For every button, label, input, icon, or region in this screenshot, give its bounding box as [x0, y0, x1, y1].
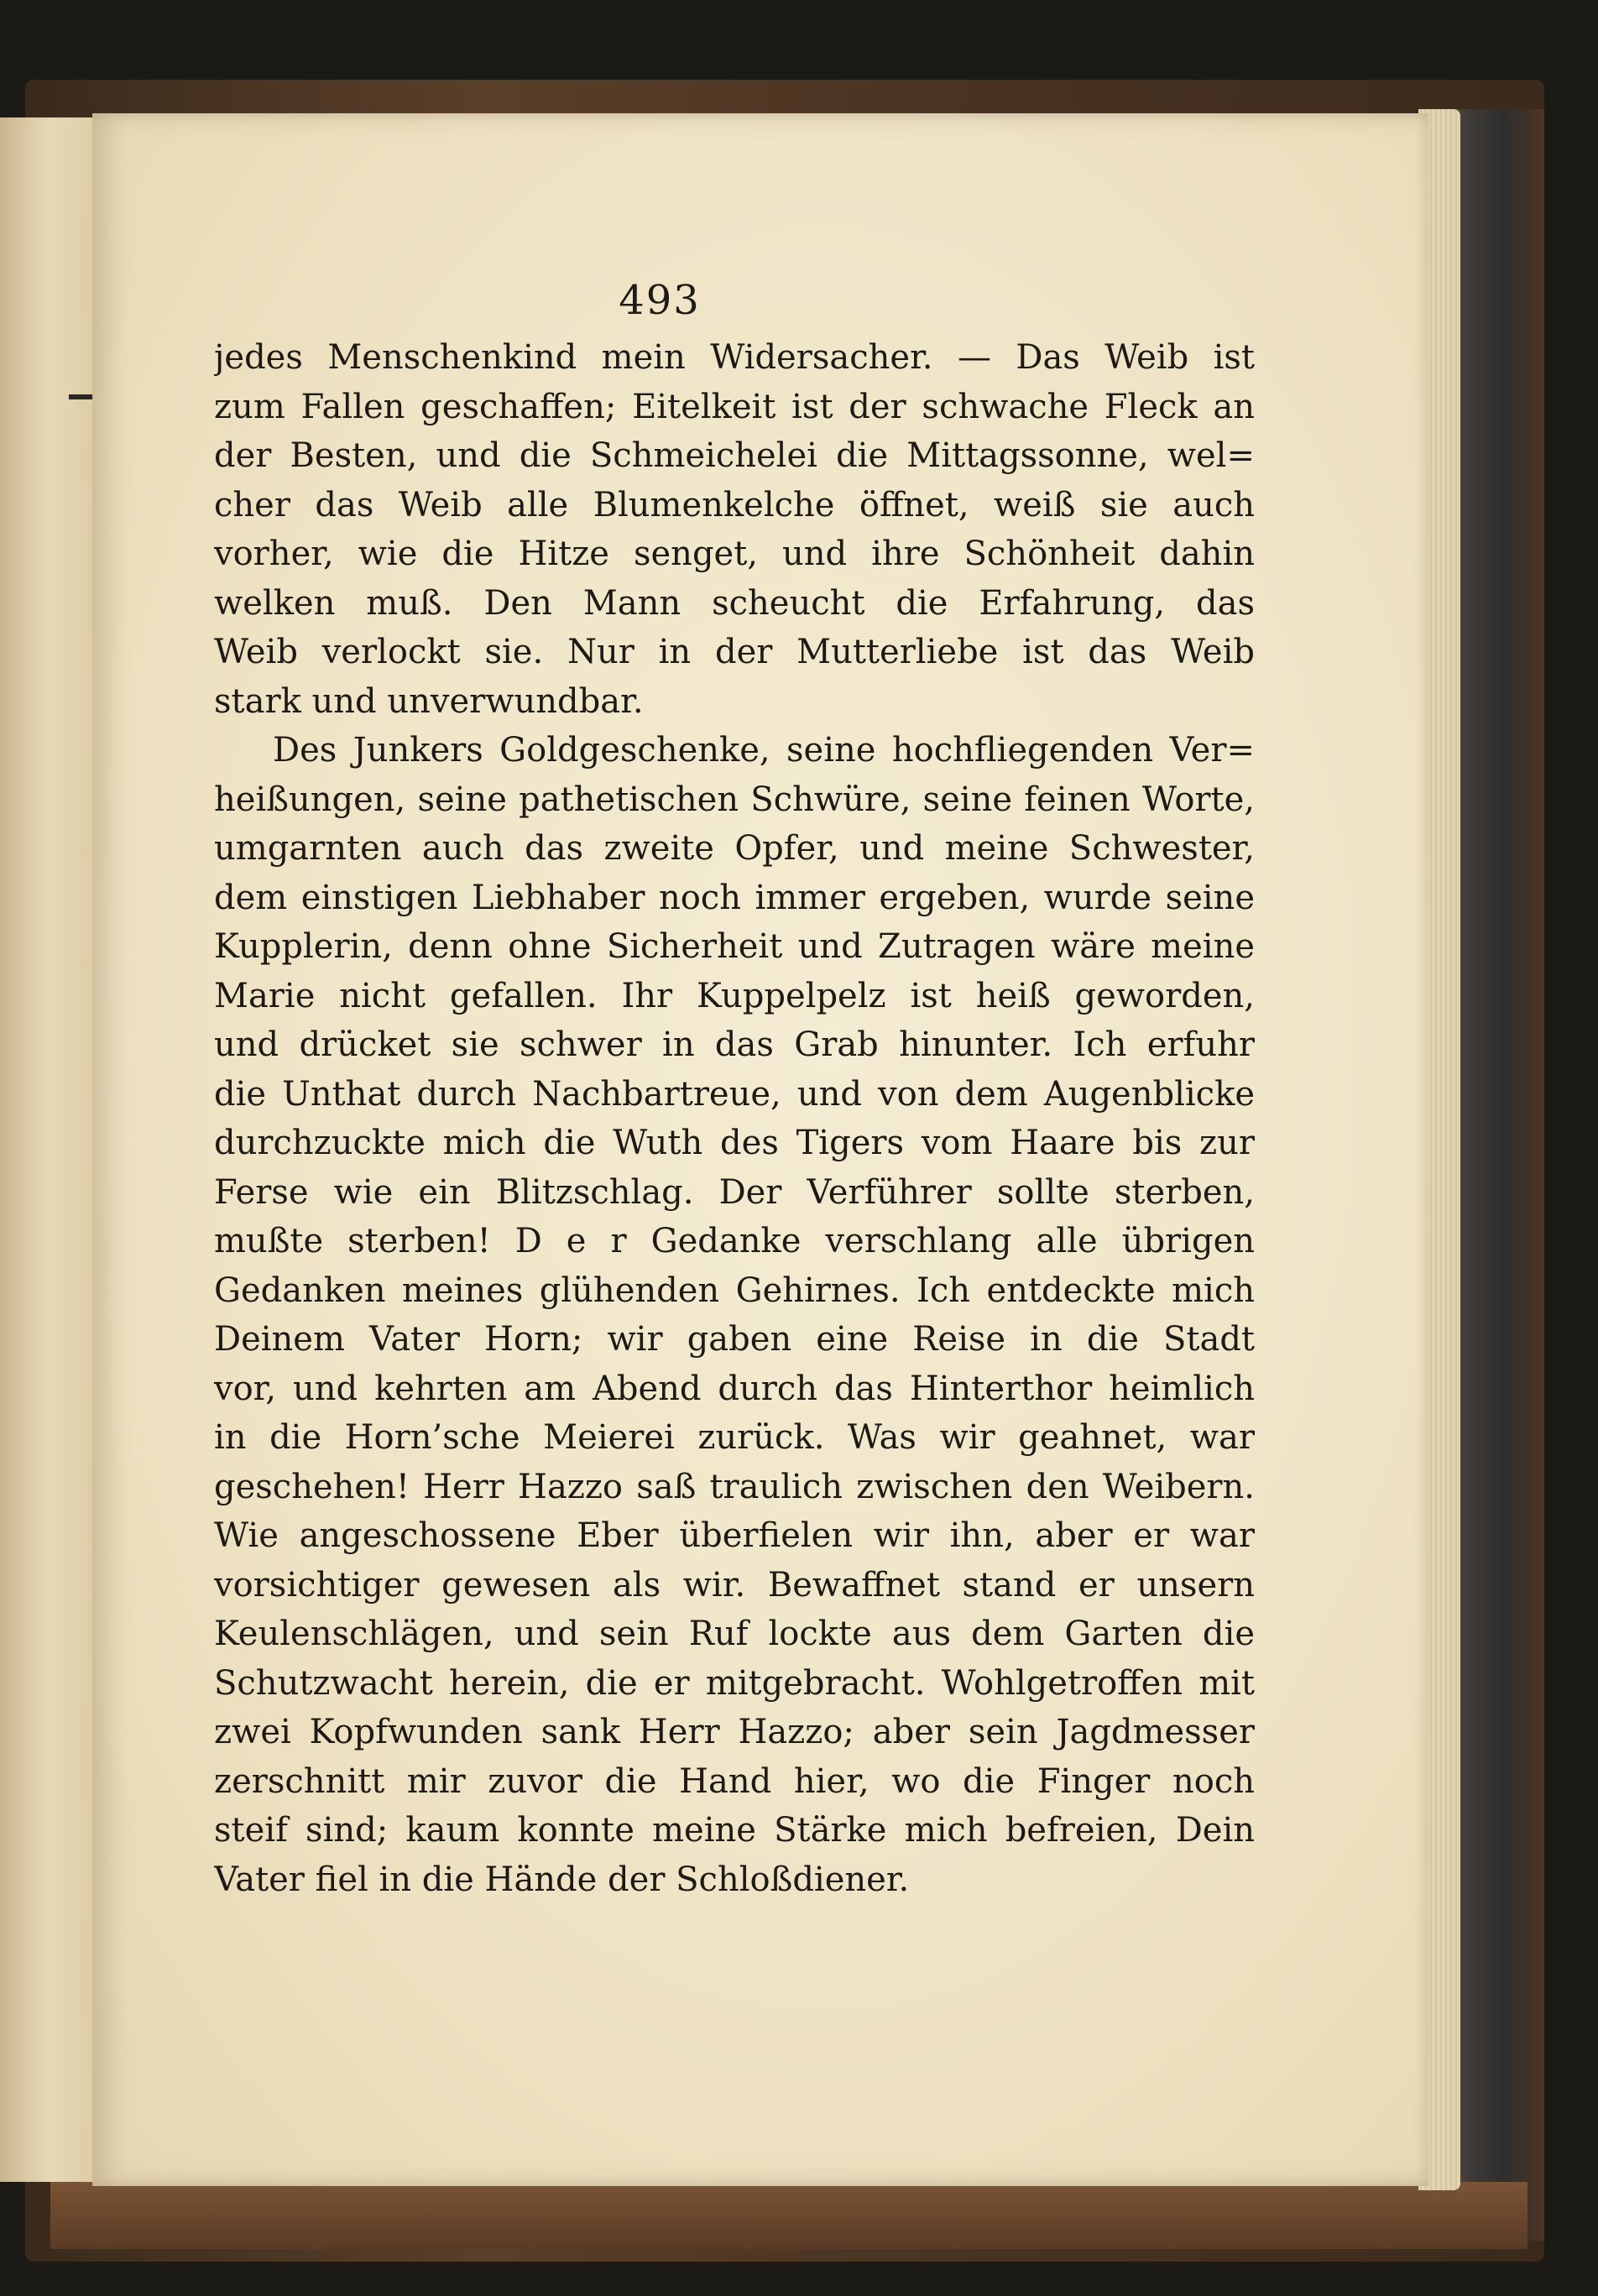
- text-line: vor, und kehrten am Abend durch das Hinterthor heimlich: [214, 1369, 1255, 1408]
- page-number: 493: [619, 277, 701, 324]
- text-line: dem einstigen Liebhaber noch immer ergeben, wurde seine: [214, 878, 1255, 917]
- text-line: Des Junkers Goldgeschenke, seine hochfliegenden Ver=: [273, 731, 1255, 770]
- text-line: geschehen! Herr Hazzo saß traulich zwischen den Weibern.: [214, 1467, 1255, 1506]
- text-line: und drücket sie schwer in das Grab hinunter. Ich erfuhr: [214, 1025, 1255, 1064]
- book-cover-bottom: [50, 2182, 1528, 2249]
- text-line: zum Fallen geschaffen; Eitelkeit ist der schwache Fleck an: [214, 387, 1255, 426]
- page-text: [214, 333, 1255, 1904]
- text-line: steif sind; kaum konnte meine Stärke mich befreien, Dein: [214, 1811, 1255, 1850]
- text-line: Wie angeschossene Eber überfielen wir ihn, aber er war: [214, 1516, 1255, 1555]
- text-line: der Besten, und die Schmeichelei die Mittagssonne, wel=: [214, 436, 1255, 475]
- text-line: umgarnten auch das zweite Opfer, und meine Schwester,: [214, 829, 1255, 868]
- text-line: jedes Menschenkind mein Widersacher. — Das Weib ist: [214, 338, 1255, 377]
- text-line: vorsichtiger gewesen als wir. Bewaffnet stand er unsern: [214, 1565, 1255, 1605]
- text-line: Deinem Vater Horn; wir gaben eine Reise in die Stadt: [214, 1320, 1255, 1359]
- text-line: in die Horn’sche Meierei zurück. Was wir geahnet, war: [214, 1418, 1255, 1457]
- text-line: mußte sterben! D e r Gedanke verschlang alle übrigen: [214, 1222, 1255, 1260]
- text-line: Ferse wie ein Blitzschlag. Der Verführer sollte sterben,: [214, 1172, 1255, 1212]
- text-line: die Unthat durch Nachbartreue, und von dem Augenblicke: [214, 1074, 1255, 1114]
- text-line: heißungen, seine pathetischen Schwüre, seine feinen Worte,: [214, 780, 1255, 819]
- text-line: Kupplerin, denn ohne Sicherheit und Zutragen wäre meine: [214, 927, 1255, 966]
- text-line: zwei Kopfwunden sank Herr Hazzo; aber sein Jagdmesser: [214, 1713, 1255, 1751]
- text-line: Gedanken meines glühenden Gehirnes. Ich entdeckte mich: [214, 1271, 1255, 1310]
- text-line: Vater fiel in die Hände der Schloßdiener.: [214, 1860, 910, 1899]
- text-line: Marie nicht gefallen. Ihr Kuppelpelz ist heiß geworden,: [214, 976, 1255, 1015]
- text-line: stark und unverwundbar.: [214, 681, 644, 721]
- text-line: zerschnitt mir zuvor die Hand hier, wo die Finger noch: [214, 1761, 1255, 1801]
- text-line: welken muß. Den Mann scheucht die Erfahrung, das: [214, 583, 1255, 623]
- previous-page-edge: [0, 117, 103, 2182]
- margin-mark: [69, 394, 94, 399]
- text-line: cher das Weib alle Blumenkelche öffnet, weiß sie auch: [214, 485, 1255, 524]
- text-line: durchzuckte mich die Wuth des Tigers vom Haare bis zur: [214, 1124, 1255, 1162]
- text-line: Keulenschlägen, und sein Ruf lockte aus dem Garten die: [214, 1615, 1255, 1653]
- book-page: [92, 113, 1428, 2186]
- text-line: vorher, wie die Hitze senget, und ihre Schönheit dahin: [214, 535, 1255, 573]
- text-line: Weib verlockt sie. Nur in der Mutterliebe ist das Weib: [214, 633, 1255, 671]
- text-line: Schutzwacht herein, die er mitgebracht. Wohlgetroffen mit: [214, 1663, 1255, 1703]
